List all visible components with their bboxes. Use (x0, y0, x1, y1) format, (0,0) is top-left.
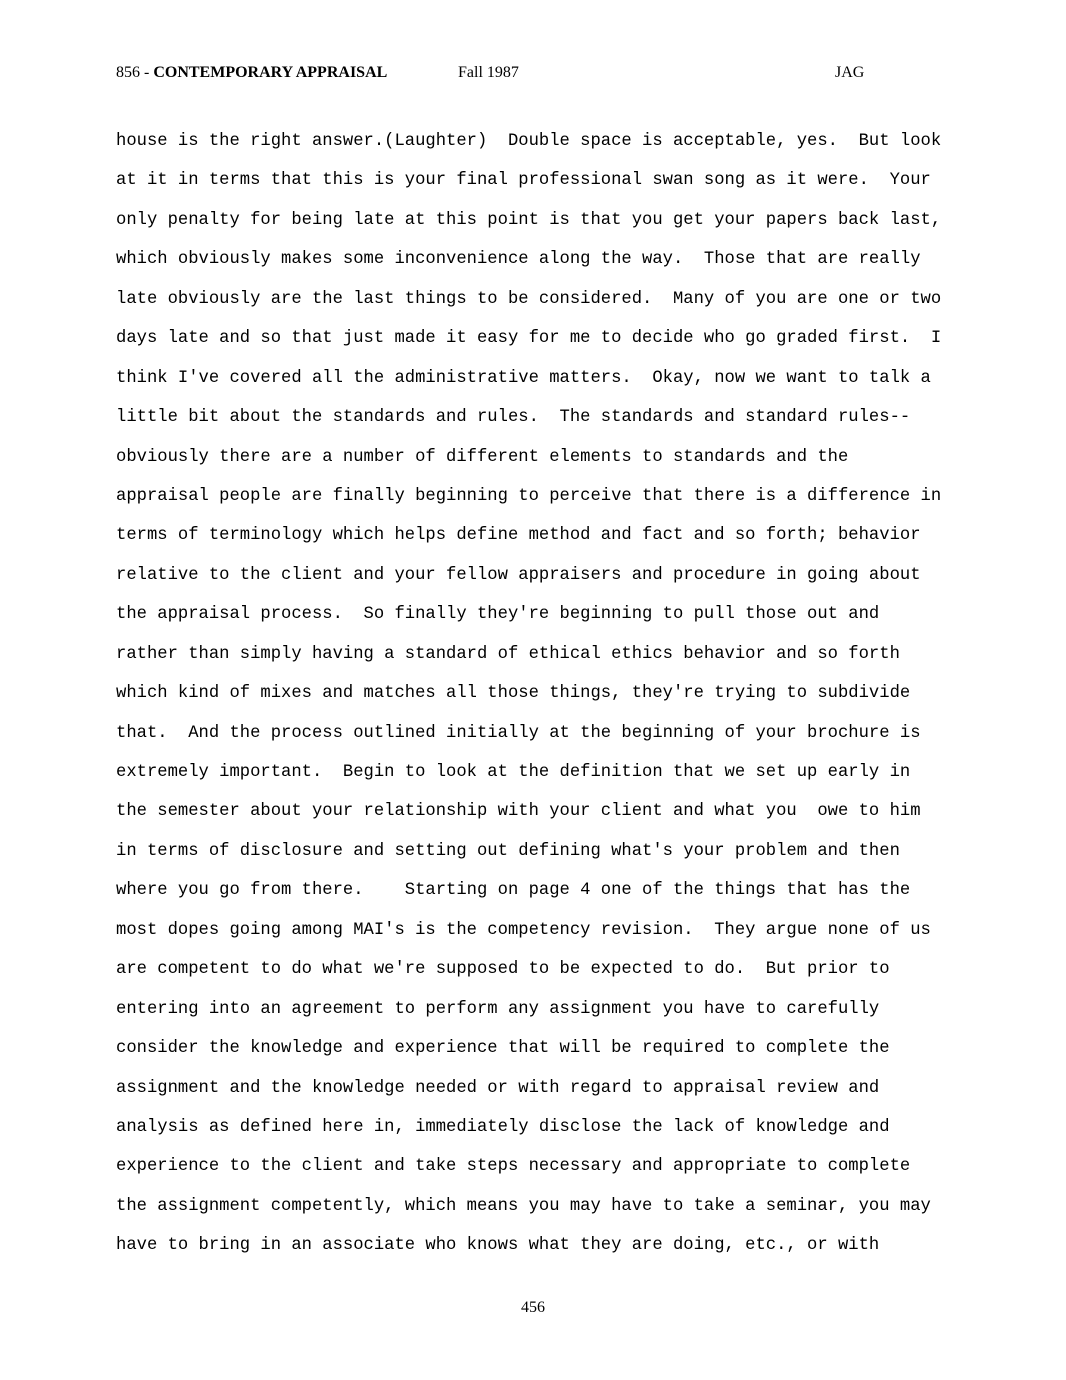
transcript-line: experience to the client and take steps necessary and appropriate to complete (116, 1157, 911, 1177)
transcript-line: only penalty for being late at this point is that you get your papers back last, (116, 210, 942, 230)
transcript-line: the semester about your relationship with your client and what you owe to him (116, 802, 921, 822)
transcript-line: that. And the process outlined initially at the beginning of your brochure is (116, 723, 921, 743)
transcript-line: analysis as defined here in, immediately disclose the lack of knowledge and (116, 1117, 890, 1137)
transcript-line: at it in terms that this is your final professional swan song as it were. Your (116, 171, 931, 191)
transcript-line: house is the right answer.(Laughter) Double space is acceptable, yes. But look (116, 132, 942, 151)
page-header (116, 62, 876, 86)
course-title: CONTEMPORARY APPRAISAL (153, 64, 388, 81)
transcript-line: the appraisal process. So finally they're beginning to pull those out and (116, 605, 880, 625)
transcript-line: have to bring in an associate who knows what they are doing, etc., or with (116, 1236, 880, 1256)
transcript-line: extremely important. Begin to look at the definition that we set up early in (116, 763, 911, 782)
transcript-line: are competent to do what we're supposed to be expected to do. But prior to (116, 960, 890, 980)
transcript-line: terms of terminology which helps define method and fact and so forth; behavior (116, 526, 921, 546)
transcript-body (116, 122, 966, 1266)
transcript-line: the assignment competently, which means you may have to take a seminar, you may (116, 1196, 931, 1216)
transcript-line: which obviously makes some inconvenience along the way. Those that are really (116, 250, 921, 270)
transcript-line: assignment and the knowledge needed or with regard to appraisal review and (116, 1078, 880, 1098)
transcript-line: think I've covered all the administrative matters. Okay, now we want to talk a (116, 368, 931, 388)
transcript-line: consider the knowledge and experience that will be required to complete the (116, 1039, 890, 1059)
transcript-line: appraisal people are finally beginning to perceive that there is a difference in (116, 486, 942, 506)
transcript-line: days late and so that just made it easy for me to decide who go graded first. I (116, 329, 942, 349)
author-initials: JAG (835, 64, 865, 81)
term-label: Fall 1987 (458, 64, 519, 81)
transcript-line: in terms of disclosure and setting out defining what's your problem and then (116, 841, 900, 861)
transcript-line: obviously there are a number of different elements to standards and the (116, 447, 849, 467)
transcript-line: where you go from there. Starting on page 4 one of the things that has the (116, 881, 911, 901)
transcript-line: relative to the client and your fellow appraisers and procedure in going about (116, 565, 921, 585)
transcript-line: late obviously are the last things to be considered. Many of you are one or two (116, 289, 942, 309)
course-heading (116, 62, 387, 84)
transcript-line: which kind of mixes and matches all those things, they're trying to subdivide (116, 684, 911, 704)
transcript-line: rather than simply having a standard of ethical ethics behavior and so forth (116, 644, 900, 664)
transcript-line: entering into an agreement to perform any assignment you have to carefully (116, 999, 880, 1019)
transcript-line: little bit about the standards and rules. The standards and standard rules-- (116, 408, 911, 428)
transcript-line: most dopes going among MAI's is the competency revision. They argue none of us (116, 920, 931, 940)
course-number: 856 - (116, 64, 154, 81)
page-number: 456 (521, 1299, 545, 1316)
